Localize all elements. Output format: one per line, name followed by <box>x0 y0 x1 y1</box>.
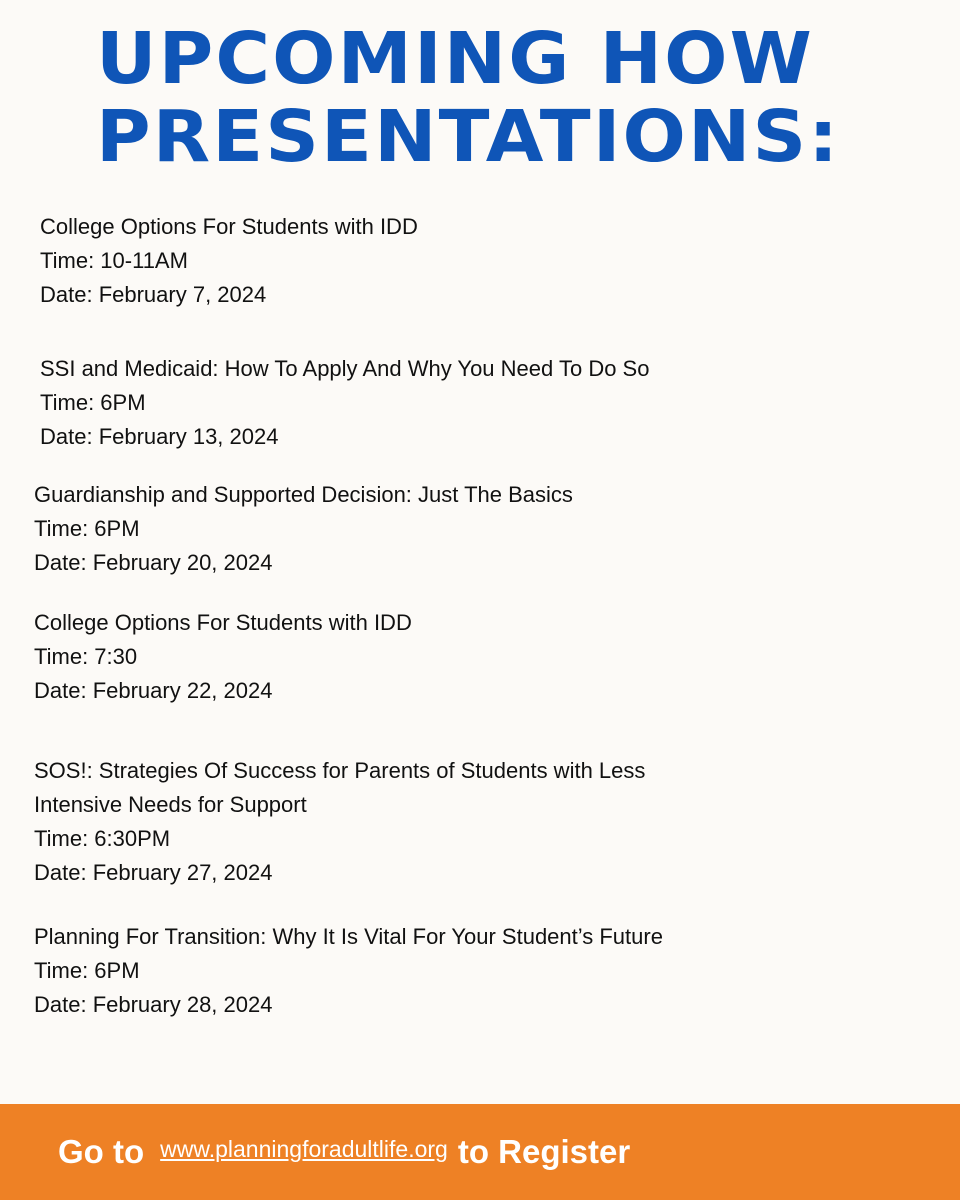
event-item <box>34 920 663 1022</box>
event-title: Guardianship and Supported Decision: Just The Basics <box>34 482 573 507</box>
register-banner <box>0 1104 960 1200</box>
event-title: College Options For Students with IDD <box>34 610 412 635</box>
register-link[interactable]: www.planningforadultlife.org <box>160 1135 448 1162</box>
page-title-line-1: UPCOMING HOW <box>96 17 814 100</box>
event-item <box>34 478 573 580</box>
event-time: Time: 6PM <box>34 958 140 983</box>
event-item <box>40 352 649 454</box>
event-date: Date: February 28, 2024 <box>34 992 273 1017</box>
event-title-continued: Intensive Needs for Support <box>34 792 307 817</box>
event-item <box>34 606 412 708</box>
event-date: Date: February 20, 2024 <box>34 550 273 575</box>
page-title-line-2: PRESENTATIONS: <box>96 95 841 178</box>
event-date: Date: February 22, 2024 <box>34 678 273 703</box>
event-title: SOS!: Strategies Of Success for Parents of Students with Less <box>34 758 646 783</box>
event-item <box>34 754 645 890</box>
event-time: Time: 6:30PM <box>34 826 171 851</box>
event-date: Date: February 7, 2024 <box>40 282 267 307</box>
event-time: Time: 7:30 <box>34 644 138 669</box>
event-time: Time: 6PM <box>34 516 140 541</box>
event-date: Date: February 27, 2024 <box>34 860 273 885</box>
register-prefix: Go to <box>58 1133 145 1170</box>
event-title: College Options For Students with IDD <box>40 214 418 239</box>
event-date: Date: February 13, 2024 <box>40 424 279 449</box>
page-title <box>96 17 841 178</box>
event-time: Time: 6PM <box>40 390 146 415</box>
event-time: Time: 10-11AM <box>40 248 188 273</box>
register-suffix: to Register <box>457 1133 631 1170</box>
event-item <box>40 210 418 312</box>
event-title: SSI and Medicaid: How To Apply And Why You Need To Do So <box>40 356 650 381</box>
event-title: Planning For Transition: Why It Is Vital For Your Student’s Future <box>34 924 663 949</box>
